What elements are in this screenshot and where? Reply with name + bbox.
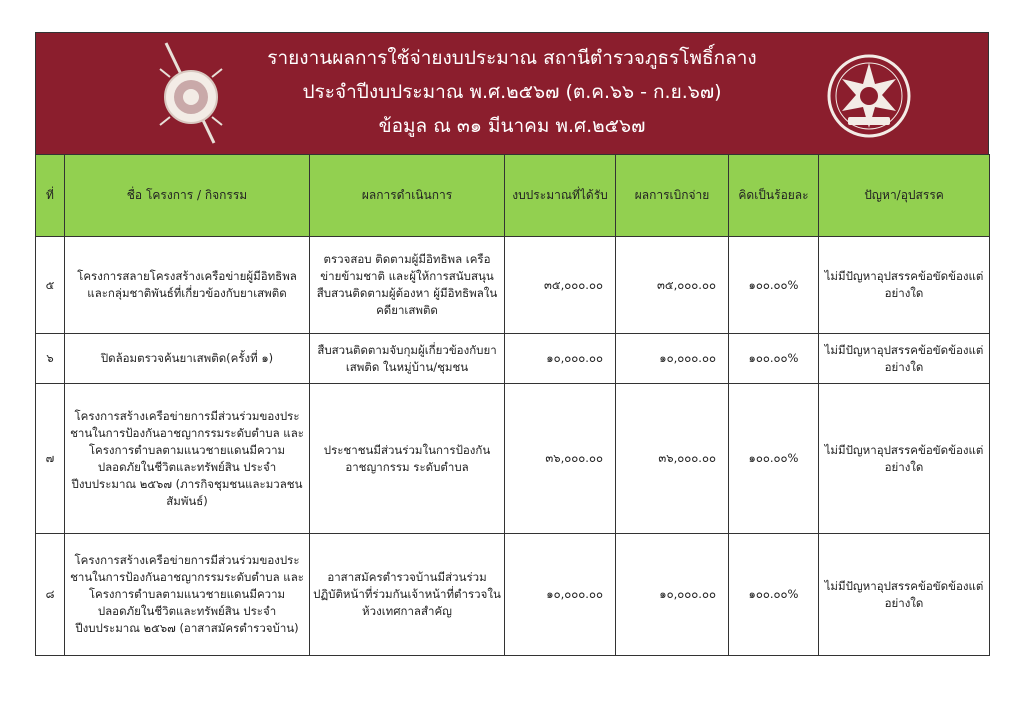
row-disbursed: ๑๐,๐๐๐.๐๐ [616, 534, 729, 656]
row-result: สืบสวนติดตามจับกุมผู้เกี่ยวข้องกับยาเสพติด ในหมู่บ้าน/ชุมชน [310, 334, 505, 384]
row-budget: ๓๕,๐๐๐.๐๐ [505, 237, 616, 334]
row-disbursed: ๓๖,๐๐๐.๐๐ [616, 384, 729, 534]
row-budget: ๑๐,๐๐๐.๐๐ [505, 534, 616, 656]
column-header-budget: งบประมาณที่ได้รับ [505, 155, 616, 237]
row-result: อาสาสมัครตำรวจบ้านมีส่วนร่วมปฏิบัติหน้าที่ร่วมกันเจ้าหน้าที่ตำรวจในห้วงเทศกาลสำคัญ [310, 534, 505, 656]
report-sheet [35, 32, 989, 656]
row-no: ๘ [36, 534, 65, 656]
table-row [36, 237, 990, 334]
column-header-project: ชื่อ โครงการ / กิจกรรม [65, 155, 310, 237]
row-project: โครงการสร้างเครือข่ายการมีส่วนร่วมของประชานในการป้องกันอาชญากรรมระดับตำบล และโครงการตำบลตามแนวชายแดนมีความปลอดภัยในชีวิตและทรัพย์สิน ประจำปีงบประมาณ ๒๕๖๗ (อาสาสมัครตำรวจบ้าน) [65, 534, 310, 656]
row-problems: ไม่มีปัญหาอุปสรรคข้อขัดข้องแต่อย่างใด [819, 384, 990, 534]
row-project: โครงการสร้างเครือข่ายการมีส่วนร่วมของประชานในการป้องกันอาชญากรรมระดับตำบล และโครงการตำบลตามแนวชายแดนมีความปลอดภัยในชีวิตและทรัพย์สิน ประจำปีงบประมาณ ๒๕๖๗ (ภารกิจชุมชนและมวลชนสัมพันธ์) [65, 384, 310, 534]
report-title [236, 41, 788, 143]
title-line-3: ข้อมูล ณ ๓๑ มีนาคม พ.ศ.๒๕๖๗ [378, 115, 646, 137]
column-header-disbursed: ผลการเบิกจ่าย [616, 155, 729, 237]
row-result: ประชาชนมีส่วนร่วมในการป้องกันอาชญากรรม ระดับตำบล [310, 384, 505, 534]
row-budget: ๑๐,๐๐๐.๐๐ [505, 334, 616, 384]
table-row [36, 534, 990, 656]
table-row [36, 384, 990, 534]
row-disbursed: ๓๕,๐๐๐.๐๐ [616, 237, 729, 334]
budget-report-table [35, 154, 990, 656]
row-percent: ๑๐๐.๐๐% [729, 237, 819, 334]
row-no: ๗ [36, 384, 65, 534]
title-line-1: รายงานผลการใช้จ่ายงบประมาณ สถานีตำรวจภูธรโพธิ์กลาง [267, 47, 757, 69]
row-no: ๕ [36, 237, 65, 334]
row-disbursed: ๑๐,๐๐๐.๐๐ [616, 334, 729, 384]
police-station-seal-icon [826, 53, 912, 139]
row-percent: ๑๐๐.๐๐% [729, 334, 819, 384]
row-percent: ๑๐๐.๐๐% [729, 534, 819, 656]
row-result: ตรวจสอบ ติดตามผู้มีอิทธิพล เครือข่ายข้ามชาติ และผู้ให้การสนับสนุน สืบสวนติดตามผู้ต้องหา ผู้มีอิทธิพลในคดียาเสพติด [310, 237, 505, 334]
column-header-problems: ปัญหา/อุปสรรค [819, 155, 990, 237]
row-project: ปิดล้อมตรวจค้นยาเสพติด(ครั้งที่ ๑) [65, 334, 310, 384]
row-problems: ไม่มีปัญหาอุปสรรคข้อขัดข้องแต่อย่างใด [819, 334, 990, 384]
row-budget: ๓๖,๐๐๐.๐๐ [505, 384, 616, 534]
row-problems: ไม่มีปัญหาอุปสรรคข้อขัดข้องแต่อย่างใด [819, 534, 990, 656]
report-banner [35, 32, 989, 154]
row-no: ๖ [36, 334, 65, 384]
row-percent: ๑๐๐.๐๐% [729, 384, 819, 534]
column-header-percent: คิดเป็นร้อยละ [729, 155, 819, 237]
row-project: โครงการสลายโครงสร้างเครือข่ายผู้มีอิทธิพลและกลุ่มชาติพันธ์ที่เกี่ยวข้องกับยาเสพติด [65, 237, 310, 334]
table-row [36, 334, 990, 384]
ministry-emblem-icon [136, 39, 232, 149]
table-header-row [36, 155, 990, 237]
column-header-no: ที่ [36, 155, 65, 237]
row-problems: ไม่มีปัญหาอุปสรรคข้อขัดข้องแต่อย่างใด [819, 237, 990, 334]
title-line-2: ประจำปีงบประมาณ พ.ศ.๒๕๖๗ (ต.ค.๖๖ - ก.ย.๖๗) [302, 81, 722, 103]
column-header-result: ผลการดำเนินการ [310, 155, 505, 237]
